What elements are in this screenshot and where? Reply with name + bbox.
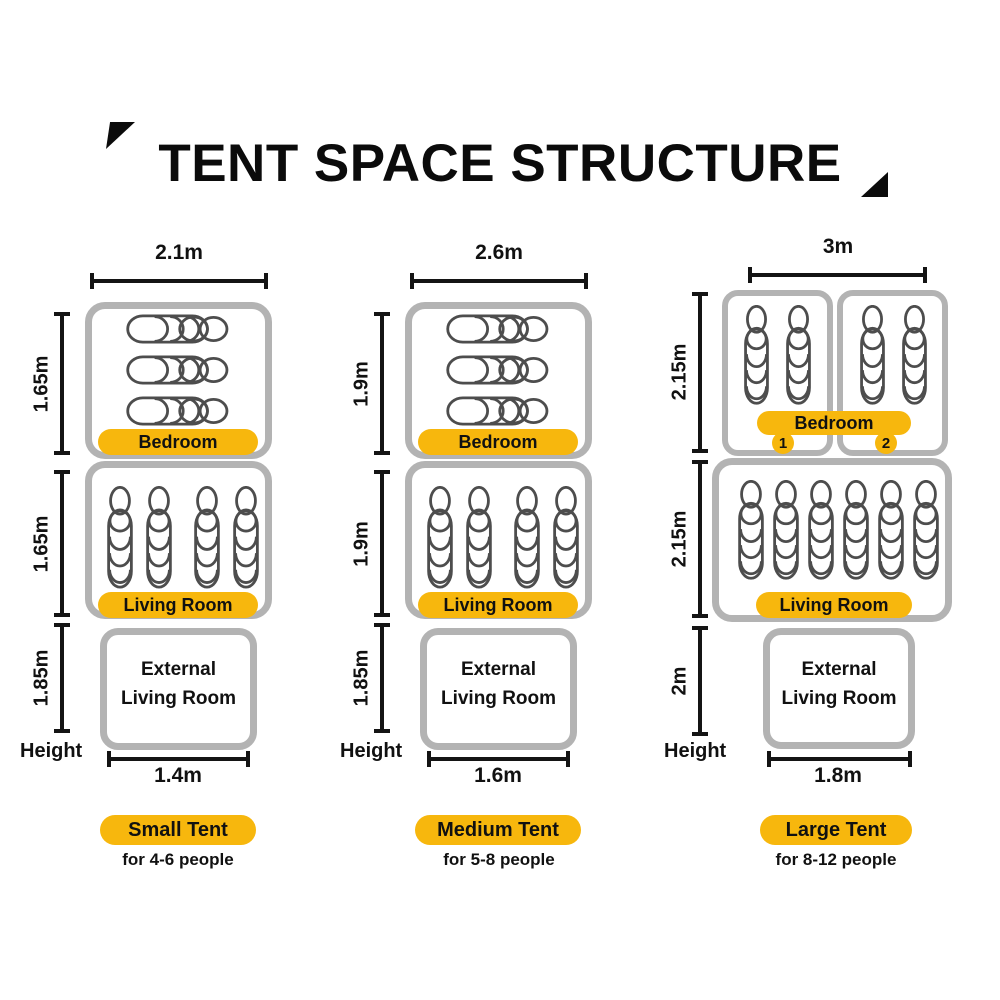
large-tent-bedroom-height-dimension-line <box>698 292 702 453</box>
sleeping-bag-vertical-icon <box>738 480 764 580</box>
sleeping-bag-vertical-icon <box>553 486 579 589</box>
medium-tent-name-badge <box>415 815 581 845</box>
room-label: Living Room <box>123 594 233 615</box>
external-room-label-line2: Living Room <box>781 687 897 709</box>
room-label: Living Room <box>779 594 889 615</box>
large-tent-top-width-label: 3m <box>822 235 854 258</box>
medium-tent-top-width-label: 2.6m <box>475 241 523 264</box>
bedroom-1-number-badge: 1 <box>772 432 794 454</box>
medium-tent-capacity-label: for 5-8 people <box>443 850 555 869</box>
medium-tent-living-sleeping-bags <box>427 486 579 589</box>
large-tent-external-living-room <box>763 628 915 749</box>
medium-tent-external-living-room <box>420 628 577 750</box>
sleeping-bag-vertical-icon <box>843 480 869 580</box>
small-tent-external-living-room <box>100 628 257 750</box>
sleeping-bag-horizontal-icon <box>446 355 550 385</box>
small-tent-living-height-dimension-line <box>60 470 64 617</box>
page-title: TENT SPACE STRUCTURE <box>158 134 842 193</box>
large-tent-bedroom1-sleeping-bags <box>744 305 811 405</box>
medium-tent-base-width-label: 1.6m <box>474 764 522 787</box>
small-tent-bedroom-height-label: 1.65m <box>30 355 53 413</box>
sleeping-bag-vertical-icon <box>808 480 834 580</box>
large-tent-top-width-dimension-line <box>748 273 927 277</box>
small-tent-bedroom-label-pill <box>98 429 258 455</box>
tent-name: Small Tent <box>128 818 228 841</box>
small-tent-height-axis-label: Height <box>20 740 83 762</box>
small-tent-external-height-dimension-line <box>60 623 64 733</box>
large-tent-height-axis-label: Height <box>664 740 727 762</box>
large-tent-living-height-label: 2.15m <box>668 510 691 568</box>
sleeping-bag-vertical-icon <box>107 486 133 589</box>
large-tent-base-width-dimension-line <box>767 757 912 761</box>
sleeping-bag-horizontal-icon <box>126 314 230 344</box>
small-tent-living-sleeping-bags <box>107 486 259 589</box>
room-label: Bedroom <box>138 431 218 452</box>
sleeping-bag-vertical-icon <box>146 486 172 589</box>
large-tent-living-height-dimension-line <box>698 460 702 618</box>
small-tent-bedroom-sleeping-bags <box>126 314 230 426</box>
medium-tent-external-height-label: 1.85m <box>350 649 373 707</box>
small-tent-top-width-dimension-line <box>90 279 268 283</box>
sleeping-bag-vertical-icon <box>773 480 799 580</box>
room-label: Bedroom <box>794 412 874 433</box>
external-room-label-line1: External <box>141 659 216 680</box>
large-tent-living-label-pill <box>756 592 912 618</box>
medium-tent-living-height-dimension-line <box>380 470 384 617</box>
large-tent-bedroom-height-label: 2.15m <box>668 343 691 401</box>
tent-name: Medium Tent <box>437 818 559 841</box>
sleeping-bag-vertical-icon <box>786 305 811 405</box>
sleeping-bag-vertical-icon <box>860 305 885 405</box>
small-tent-capacity-label: for 4-6 people <box>122 850 234 869</box>
large-tent-living-sleeping-bags <box>738 480 939 580</box>
large-tent-base-width-label: 1.8m <box>814 764 862 787</box>
large-tent-bedroom2-sleeping-bags <box>860 305 927 405</box>
medium-tent-bedroom-sleeping-bags <box>446 314 550 426</box>
medium-tent-base-width-dimension-line <box>427 757 570 761</box>
sleeping-bag-horizontal-icon <box>446 396 550 426</box>
medium-tent-bedroom-height-dimension-line <box>380 312 384 455</box>
external-room-label-line1: External <box>801 658 877 680</box>
room-label: Living Room <box>443 594 553 615</box>
sleeping-bag-vertical-icon <box>902 305 927 405</box>
room-label: Bedroom <box>458 431 538 452</box>
sleeping-bag-vertical-icon <box>194 486 220 589</box>
large-tent-external-height-label: 2m <box>668 666 691 696</box>
external-room-label-line2: Living Room <box>440 688 557 709</box>
medium-tent-external-height-dimension-line <box>380 623 384 733</box>
small-tent-base-width-label: 1.4m <box>154 764 202 787</box>
medium-tent-top-width-dimension-line <box>410 279 588 283</box>
medium-tent-living-height-label: 1.9m <box>350 521 373 567</box>
small-tent-bedroom-height-dimension-line <box>60 312 64 455</box>
external-room-label-line1: External <box>461 659 536 680</box>
small-tent-name-badge <box>100 815 256 845</box>
sleeping-bag-horizontal-icon <box>126 396 230 426</box>
small-tent-external-height-label: 1.85m <box>30 649 53 707</box>
medium-tent-bedroom-label-pill <box>418 429 578 455</box>
bedroom-2-number-badge: 2 <box>875 432 897 454</box>
sleeping-bag-vertical-icon <box>744 305 769 405</box>
sleeping-bag-vertical-icon <box>466 486 492 589</box>
small-tent-living-label-pill <box>98 592 258 618</box>
small-tent-top-width-label: 2.1m <box>155 241 203 264</box>
small-tent-living-height-label: 1.65m <box>30 515 53 573</box>
sleeping-bag-vertical-icon <box>233 486 259 589</box>
large-tent-name-badge <box>760 815 912 845</box>
external-room-label-line2: Living Room <box>120 688 237 709</box>
large-tent-external-height-dimension-line <box>698 626 702 736</box>
large-tent-capacity-label: for 8-12 people <box>775 850 897 869</box>
sleeping-bag-horizontal-icon <box>446 314 550 344</box>
sleeping-bag-vertical-icon <box>878 480 904 580</box>
medium-tent-height-axis-label: Height <box>340 740 403 762</box>
tent-name: Large Tent <box>785 818 887 841</box>
medium-tent-living-label-pill <box>418 592 578 618</box>
sleeping-bag-vertical-icon <box>514 486 540 589</box>
sleeping-bag-horizontal-icon <box>126 355 230 385</box>
small-tent-base-width-dimension-line <box>107 757 250 761</box>
medium-tent-bedroom-height-label: 1.9m <box>350 361 373 407</box>
sleeping-bag-vertical-icon <box>913 480 939 580</box>
sleeping-bag-vertical-icon <box>427 486 453 589</box>
